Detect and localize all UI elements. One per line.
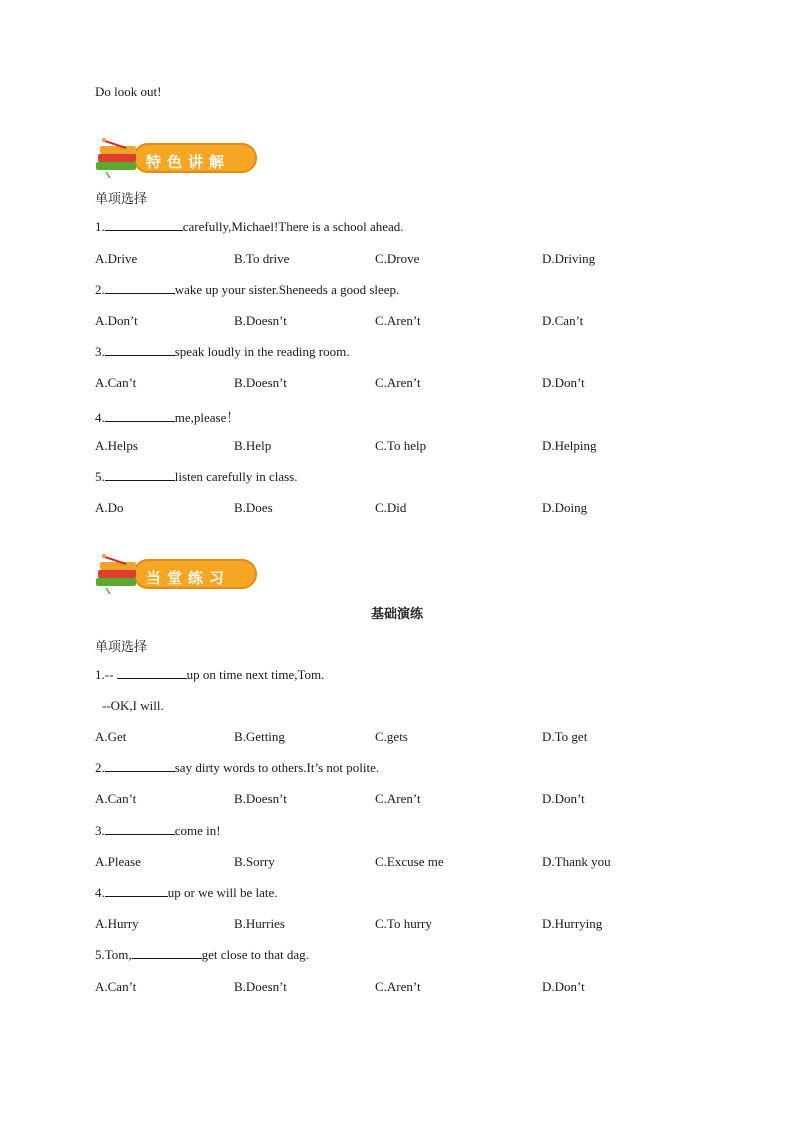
- question-text: carefully,Michael!There is a school ahead.: [182, 219, 404, 234]
- option-c: C.gets: [375, 729, 408, 744]
- question-number: 3.: [95, 823, 105, 838]
- option-c: C.Aren’t: [375, 313, 421, 328]
- answer-blank: [105, 760, 175, 772]
- section2-subtitle: 单项选择: [95, 640, 148, 655]
- practice-question-4: [95, 885, 278, 901]
- option-c: C.Aren’t: [375, 375, 421, 390]
- banner-label: 特色讲解: [146, 153, 231, 171]
- section1-subtitle: 单项选择: [95, 192, 148, 207]
- option-c: C.Aren’t: [375, 791, 421, 806]
- option-c: C.To help: [375, 438, 427, 453]
- question-5: [95, 469, 298, 485]
- question-text: up on time next time,Tom.: [186, 667, 325, 682]
- option-b: B.To drive: [234, 251, 290, 266]
- option-b: B.Doesn’t: [234, 791, 287, 806]
- option-a: A.Get: [95, 729, 127, 744]
- question-text: listen carefully in class.: [174, 469, 298, 484]
- question-text: say dirty words to others.It’s not polite.: [174, 760, 380, 775]
- question-text: me,please！: [174, 410, 240, 425]
- option-d: D.Hurrying: [542, 916, 603, 931]
- option-b: B.Doesn’t: [234, 313, 287, 328]
- question-number: 4.: [95, 410, 105, 425]
- question-number: 5.: [95, 469, 105, 484]
- option-b: B.Hurries: [234, 916, 285, 931]
- question-text: up or we will be late.: [167, 885, 278, 900]
- question-text: get close to that dag.: [201, 947, 309, 962]
- option-a: A.Can’t: [95, 375, 137, 390]
- option-a: A.Can’t: [95, 791, 137, 806]
- answer-blank: [105, 410, 175, 422]
- question-3: [95, 344, 350, 360]
- option-a: A.Don’t: [95, 313, 138, 328]
- option-d: D.To get: [542, 729, 588, 744]
- option-d: D.Driving: [542, 251, 596, 266]
- question-number: 3.: [95, 344, 105, 359]
- option-c: C.To hurry: [375, 916, 432, 931]
- practice-question-3: [95, 823, 221, 839]
- practice-question-2: [95, 760, 379, 776]
- answer-blank: [132, 947, 202, 959]
- option-b: B.Does: [234, 500, 273, 515]
- answer-blank: [105, 469, 175, 481]
- option-a: A.Can’t: [95, 979, 137, 994]
- question-number: 1.: [95, 219, 105, 234]
- option-d: D.Don’t: [542, 979, 585, 994]
- question-number: 1.--: [95, 667, 117, 682]
- question-number: 4.: [95, 885, 105, 900]
- question-text: come in!: [174, 823, 221, 838]
- option-d: D.Don’t: [542, 375, 585, 390]
- option-a: A.Please: [95, 854, 141, 869]
- intro-line: Do look out!: [95, 84, 162, 99]
- dialogue-reply: --OK,I will.: [102, 698, 164, 713]
- option-d: D.Helping: [542, 438, 597, 453]
- option-d: D.Don’t: [542, 791, 585, 806]
- practice-question-1: [95, 667, 324, 683]
- banner-label: 当堂练习: [146, 569, 231, 587]
- section2-heading: 基础演练: [370, 607, 423, 622]
- option-d: D.Thank you: [542, 854, 611, 869]
- question-number: 5.Tom,: [95, 947, 132, 962]
- option-a: A.Do: [95, 500, 124, 515]
- question-2: [95, 282, 399, 298]
- option-a: A.Helps: [95, 438, 138, 453]
- option-b: B.Doesn’t: [234, 375, 287, 390]
- option-d: D.Can’t: [542, 313, 584, 328]
- question-number: 2.: [95, 282, 105, 297]
- question-4: [95, 407, 239, 426]
- option-c: C.Aren’t: [375, 979, 421, 994]
- option-c: C.Excuse me: [375, 854, 444, 869]
- answer-blank: [105, 885, 168, 897]
- answer-blank: [117, 667, 187, 679]
- question-text: wake up your sister.Sheneeds a good sleep.: [174, 282, 400, 297]
- question-1: [95, 219, 404, 235]
- option-b: B.Getting: [234, 729, 285, 744]
- answer-blank: [105, 219, 183, 231]
- option-a: A.Hurry: [95, 916, 139, 931]
- answer-blank: [105, 282, 175, 294]
- option-b: B.Doesn’t: [234, 979, 287, 994]
- option-d: D.Doing: [542, 500, 588, 515]
- option-b: B.Help: [234, 438, 272, 453]
- question-number: 2.: [95, 760, 105, 775]
- section-banner-explanation: [94, 136, 262, 180]
- option-b: B.Sorry: [234, 854, 275, 869]
- section-banner-practice: [94, 552, 262, 596]
- answer-blank: [105, 823, 175, 835]
- option-c: C.Drove: [375, 251, 420, 266]
- option-a: A.Drive: [95, 251, 138, 266]
- answer-blank: [105, 344, 175, 356]
- question-text: speak loudly in the reading room.: [174, 344, 350, 359]
- option-c: C.Did: [375, 500, 407, 515]
- practice-question-5: [95, 947, 309, 963]
